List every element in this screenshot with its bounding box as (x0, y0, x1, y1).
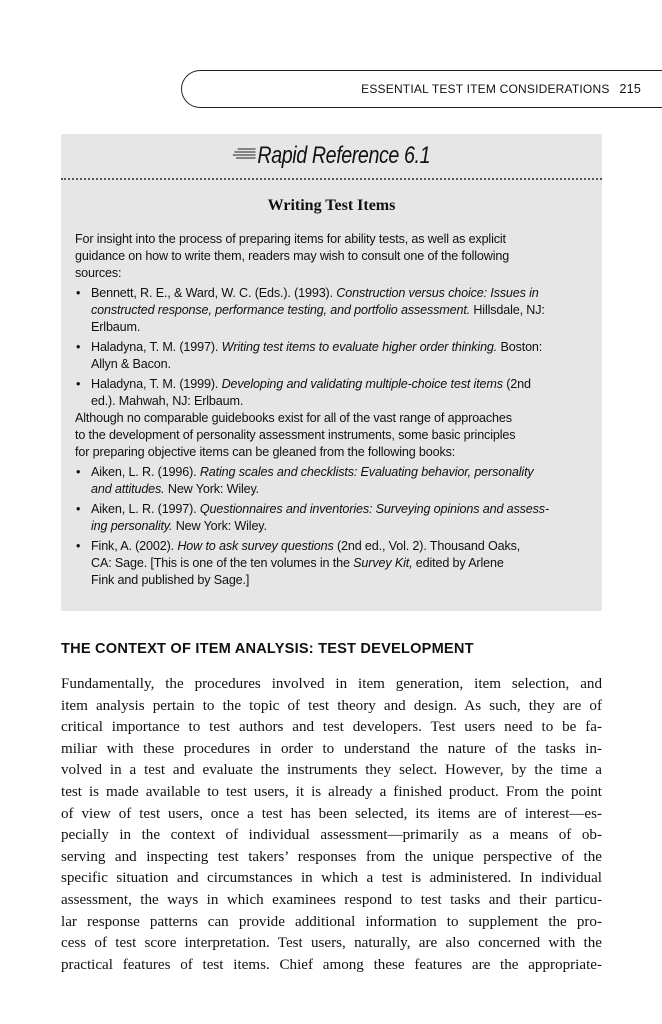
source-title: Survey Kit, (353, 556, 413, 570)
body-line: pecially in the context of individual assessment—primarily as a means of ob- (61, 827, 602, 844)
source-item-fink-2002 (75, 538, 595, 589)
intro-line: guidance on how to write them, readers may wish to consult one of the following (75, 249, 510, 263)
source-tail: New York: Wiley. (172, 519, 267, 533)
body-line: lar response patterns can provide additional information to supplement the pro- (61, 913, 602, 930)
source-tail: New York: Wiley. (164, 482, 260, 496)
personality-sources-list (75, 464, 595, 589)
running-header-text (361, 82, 641, 96)
running-header-title: ESSENTIAL TEST ITEM CONSIDERATIONS (361, 82, 610, 96)
ability-sources-list (75, 285, 595, 410)
document-lines-icon (233, 147, 256, 161)
source-item-bennett (75, 285, 595, 336)
source-lead: Bennett, R. E., & Ward, W. C. (Eds.). (1993). (91, 286, 337, 300)
source-title: How to ask survey questions (177, 539, 334, 553)
source-lead: Aiken, L. R. (1996). (91, 465, 200, 479)
source-tail: Erlbaum. (91, 320, 141, 334)
rapid-reference-subtitle: Writing Test Items (267, 197, 396, 214)
source-tail: Boston: (497, 340, 543, 354)
source-title: Construction versus choice: Issues in (336, 286, 539, 300)
dotted-divider (61, 178, 602, 180)
middle-line: for preparing objective items can be gleaned from the following books: (75, 445, 456, 459)
source-title: constructed response, performance testing, and portfolio assessment. (91, 303, 471, 317)
rapid-reference-title-row (110, 142, 554, 170)
source-tail: Allyn & Bacon. (91, 357, 171, 371)
source-title: and attitudes. (91, 482, 165, 496)
source-lead: Haladyna, T. M. (1999). (91, 377, 222, 391)
source-tail: edited by Arlene (412, 556, 504, 570)
body-line: serving and inspecting test takers’ responses from the unique perspective of the (61, 848, 602, 865)
body-line: miliar with these procedures in order to understand the nature of the tasks in- (61, 740, 602, 757)
source-tail: ed.). Mahwah, NJ: Erlbaum. (91, 394, 244, 408)
source-tail: Hillsdale, NJ: (470, 303, 545, 317)
body-line: cess of test score interpretation. Test users, naturally, are also concerned with the (61, 935, 602, 952)
body-line: of view of test users, once a test has been selected, its items are of interest—es- (61, 805, 602, 822)
source-title: ing personality. (91, 519, 173, 533)
source-title: Writing test items to evaluate higher order thinking. (221, 340, 498, 354)
source-item-aiken-1997 (75, 501, 595, 535)
source-tail: Fink and published by Sage.] (91, 573, 250, 587)
source-title: Developing and validating multiple-choice test items (221, 377, 503, 391)
source-lead: Fink, A. (2002). (91, 539, 178, 553)
source-tail: (2nd ed., Vol. 2). Thousand Oaks, (333, 539, 521, 553)
intro-paragraph (75, 231, 595, 282)
body-line: critical importance to test authors and test developers. Test users need to be fa- (61, 719, 602, 736)
body-line: test is made available to test users, it is already a finished product. From the point (61, 783, 602, 800)
middle-line: Although no comparable guidebooks exist for all of the vast range of approaches (75, 411, 512, 425)
body-paragraph (61, 674, 602, 976)
source-lead: Haladyna, T. M. (1997). (91, 340, 222, 354)
source-title: Questionnaires and inventories: Surveying opinions and assess- (199, 502, 549, 516)
source-lead: Aiken, L. R. (1997). (91, 502, 200, 516)
body-line: specific situation and circumstances in which a test is administered. In individual (61, 870, 602, 887)
source-item-aiken-1996 (75, 464, 595, 498)
source-tail: (2nd (502, 377, 531, 391)
body-line: item analysis pertain to the topic of test theory and design. As such, they are of (61, 697, 602, 714)
rapid-reference-box (61, 134, 602, 611)
middle-paragraph (75, 410, 595, 461)
body-line: assessment, the ways in which examinees respond to test tasks and their particu- (61, 891, 602, 908)
rapid-reference-title: Rapid Reference 6.1 (257, 142, 431, 169)
source-title: Rating scales and checklists: Evaluating behavior, personality (199, 465, 534, 479)
rapid-reference-content (75, 231, 595, 589)
middle-line: to the development of personality assessment instruments, some basic principles (75, 428, 516, 442)
body-line: Fundamentally, the procedures involved in item generation, item selection, and (61, 676, 602, 692)
body-line: volved in a test and evaluate the instruments they select. However, by the time a (61, 762, 602, 779)
body-line: practical features of test items. Chief among these features are the appropriate- (61, 956, 602, 973)
source-item-haladyna-1999 (75, 376, 595, 410)
running-header (181, 70, 662, 108)
intro-line: sources: (75, 266, 122, 280)
source-tail: CA: Sage. [This is one of the ten volumes in the (91, 556, 354, 570)
page-number: 215 (619, 82, 641, 96)
intro-line: For insight into the process of preparing items for ability tests, as well as explicit (75, 232, 506, 246)
section-heading: THE CONTEXT OF ITEM ANALYSIS: TEST DEVELOPMENT (61, 641, 474, 657)
source-item-haladyna-1997 (75, 339, 595, 373)
